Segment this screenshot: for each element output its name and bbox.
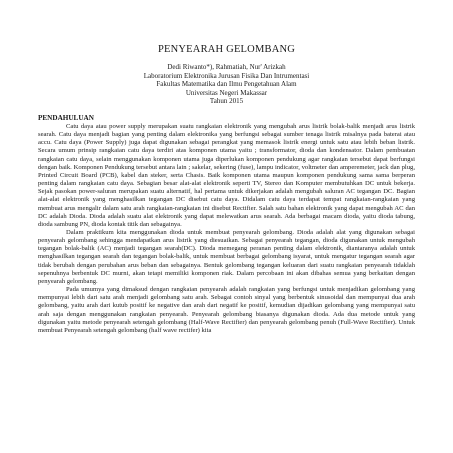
author-year: Tahun 2015	[209, 97, 244, 106]
author-university: Universitas Negeri Makassar	[185, 88, 268, 97]
author-names: Dedi Riwanto*), Rahmatiah, Nur' Arizkah	[167, 63, 286, 71]
author-faculty: Fakultas Matematika dan Ilmu Pengetahuan Alam	[156, 80, 297, 89]
paragraph-2: Dalam praktikum kita menggunakan dioda untuk membuat penyearah gelombang. Dioda adalah alat yang digunakan sebagai penyearah gelombang sehingga mendapatkan arus listrik yang diesuaikan. Sebagai penyearah tegangan, dioda digunakan untuk mengubah tegangan bolak-balik (AC) menjadi tegangan searah(DC). Dioda memegang peranan penting dalam elektronik, diantaranya adalah untuk menghasilkan tegangan searah dan tegangan bolak-balik, untuk membuat berbagai gelombang isyarat, untuk mengatur tegangan searah agar tidak berubah dengan perubahan arus beban dan sebagainya. Bentuk gelombang tegangan keluaran dari suatu rangkaian penyearah tidaklah sepenuhnya berbentuk DC murni, akan tetapi memiliki komponen riak. Dalam percobaan ini akan dibahas semua yang berkaitan dengan penyearah gelombang.	[38, 229, 415, 285]
paragraph-1: Catu daya atau power supply merupakan suatu rangkaian elektronik yang mengubah arus listrik bolak-balik menjadi arus listrik searah. Catu daya menjadi bagian yang penting dalam elektronika yang berfungsi sebagai sumber tenaga listrik misalnya pada baterai atau accu. Catu daya (Power Supply) juga dapat digunakan sebagai perangkat yang memasok listrik energi untuk satu atau lebih beban listrik. Secara umum prinsip rangkaian catu daya terdiri atas komponen utama yaitu ; transformator, dioda dan kondensator. Dalam pembuatan rangkaian catu daya, selain menggunakan komponen utama juga diperlukan komponen pendukung agar rangkaian tersebut dapat berfungsi dengan baik. Komponen Pendukung tersebut antara lain ; sakelar, sekering (fuse), lampu indicator, voltmeter dan amperemeter, jack dan plug, Printed Circuit Board (PCB), kabel dan steker, serta Chasis. Baik komponen utama maupun komponen pendukung sama sama berperan penting dalam rangkaian catu daya. Sebagian besar alat-alat elektronik seperti TV, Stereo dan Komputer membutuhkan DC untuk bekerja. Sejak pasokan power-saluran merupakan suatu alternatif, hal pertama untuk dikerjakan adalah mengubah saluran AC tegangan DC. Bagian alat-alat elektronik yang menghasilkan tegangan DC disebut catu daya. Didalam catu daya terdapat tempat rangkaian-rangkaian yang membuat arus mengalir dalam satu arah rangkaian-rangkaian ini disebut Rectifier. Salah satu bahan elektronik yang dapat mengubah AC dan DC adalah Dioda. Dioda adalah suatu alat elektronik yang dapat melewatkan arus searah. Ada berbagai macam dioda, yaitu dioda tabung, dioda sambung PN, dioda kontak titik dan sebagainya.	[38, 122, 415, 228]
paragraph-3: Pada umumya yang dimaksud dengan rangkaian penyearah adalah rangkaian yang berfungsi untuk menjadikan gelombang yang mempunyai lebih dari satu arah menjadi gelombang satu arah. Sebagai contoh sinyal yang berbentuk sinusoidal dan mempunyai dua arah gelombang, yaitu arah dari kutub positif ke negative dan arah dari negatif ke positif, kemudian dijadikan gelombang yang mempunyai satu arah saja dengan menggunakan rangkaian penyearah. Penyearah gelombang biasanya digunakan dioda. Ada dua metode untuk yang digunakan yaitu metode penyearah setengah gelombang (Half-Wave Rectifier) dan penyearah gelombang penuh (Full-Wave Rectifier). Untuk membuat Penyearah setengah gelombang (half wave rectifer) kita	[38, 286, 415, 334]
section-body	[38, 123, 415, 335]
section-heading: PENDAHULUAN	[38, 113, 94, 122]
author-lab: Laboratorium Elektronika Jurusan Fisika Dan Intrumentasi	[143, 71, 310, 80]
paper-title: PENYEARAH GELOMBANG	[157, 44, 296, 55]
author-block	[38, 63, 415, 106]
